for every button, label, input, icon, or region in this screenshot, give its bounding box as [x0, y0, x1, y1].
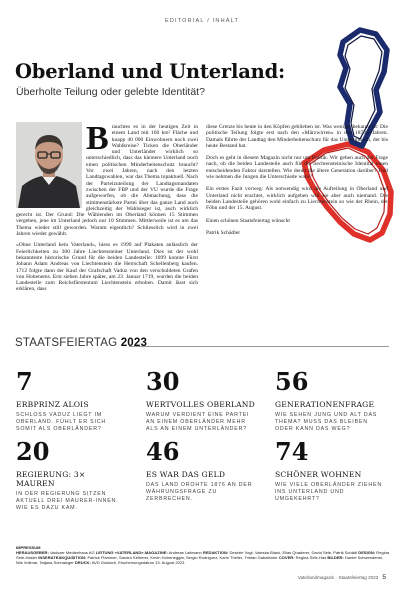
article-paragraph: «Ohne Unterland kein Vaterland», hiess es 1999 auf Plakaten anlässlich der Feierlichkeiten zu 300 Jahre Liechtensteiner Unterland. Dies ist der wohl bekannteste historische Grund für die beiden Landesteile: 1699 konnte Fürst Johann Adam Andreas von Liechtenstein die Herrschaft Schellenberg kaufen. 1712 folgte dann der Kauf der Grafschaft Vaduz von den verschuldeten Grafen von Hohenems. Erst sieben Jahre später, am 23. Januar 1719, wurden die beiden Landesteile zum Reichsfürstentum Liechtenstein erhoben. Damit lässt sich erklären, dass [16, 242, 198, 293]
section-divider [129, 346, 389, 347]
toc-teaser: SCHLOSS VADUZ LIEGT IM OBERLAND. FÜHLT ER SICH SOMIT ALS OBERLÄNDER? [16, 412, 107, 432]
toc-teaser: WARUM VERDIENT EINE PARTEI AN EINEM OBERLÄNDER MEHR ALS AN EINEM UNTERLÄNDER? [146, 412, 250, 432]
page-number: 30 [146, 367, 180, 396]
article-paragraph: Doch es geht in diesem Magazin nicht nur um Politik. Wir gehen auch der Frage nach, ob die beiden Landesteile auch für die liechtensteinische Identität einen entscheidenden Faktor darstellen. Wie denkt die ältere Generation darüber? Und wie nehmen die Jungen die Unterschiede wahr? [206, 155, 388, 181]
page-subtitle: Überholte Teilung oder gelebte Identität? [16, 86, 205, 98]
toc-item[interactable] [16, 367, 126, 433]
toc-headline: ES WAR DAS GELD [146, 470, 226, 479]
impressum: IMPRESSUM HERAUSGEBER: Vaduzer Medienhaus AG LEITUNG «VATERLAND»-MAGAZINE: Andreas Lattmann REDAKTION: Desirée Vogt, Valeska Blank, Elias Quaderer, David Sele, Patrik Schädl DESIGN: Regina Sele-Hasler INSERATEAKQUISITION: Patrick Flammer, Sandro Kelberer, Kevin Hoheneggar, Sergio Rodriguez, Karin Theiler, Tristan Gabathuler COVER: Regina Sele-Has BILDER: Daniel Schwendener, Nils Vollmar, Tatjana Schnalzger DRUCK: AVD Goldach, Erscheinungsdatum 13. August 2023 [16, 545, 390, 566]
page-number: 20 [16, 437, 50, 466]
toc-headline: WERTVOLLES OBERLAND [146, 400, 255, 409]
toc-item[interactable] [275, 437, 385, 503]
closing-greeting: Einen schönen Staatsfeiertag wünscht [206, 217, 290, 224]
toc-headline: ERBPRINZ ALOIS [16, 400, 89, 409]
page-number: 7 [16, 367, 33, 396]
toc-teaser: WIE SEHEN JUNG UND ALT DAS THEMA? MUSS DAS BLEIBEN ODER KANN DAS WEG? [275, 412, 378, 432]
toc-item[interactable] [275, 367, 385, 433]
toc-teaser: IN DER REGIERUNG SITZEN AKTUELL DREI MAURER-INNEN. WIE ES DAZU KAM. [16, 491, 119, 511]
page-number: 56 [275, 367, 309, 396]
page-footer [298, 574, 386, 581]
drop-cap: B [86, 120, 109, 157]
page-title: Oberland und Unterland: [15, 60, 286, 83]
footer-page-number: 5 [382, 574, 386, 581]
toc-item[interactable] [146, 437, 256, 503]
article-column-1 [16, 120, 198, 293]
toc-headline: REGIERUNG: 3× MAUREN [16, 470, 86, 488]
footer-brand: Vaterlandmagazin · Staatsfeiertag 2023 [297, 575, 379, 580]
page-number: 46 [146, 437, 180, 466]
impressum-title: IMPRESSUM [16, 545, 41, 550]
article-paragraph: diese Grenze bis heute in den Köpfen geblieben ist. Was weniger bekannt ist: Die politische Teilung folgte erst nach den «Märzwirren» in den 1870er-Jahren. Damals führte der Landtag den Minderheitenschutz für das Unterland ein, der bis heute Bestand hat. [206, 124, 388, 149]
kicker: EDITORIAL / INHALT [164, 18, 240, 24]
page-number: 74 [275, 437, 309, 466]
article-paragraph: Ein erstes Fazit vorweg: Als notwendig wird die Aufteilung in Oberland und Unterland nicht erachtet, wirklich aufgeben will sie aber auch niemand. Die beiden Landesteile gehören wohl einfach zu Liechtenstein so wie der Rhein, der Föhn und der 15. August. [206, 186, 388, 212]
toc-headline: GENERATIONENFRAGE [275, 400, 375, 409]
toc-item[interactable] [16, 437, 126, 512]
article-paragraph: Brauchtes es in der heutigen Zeit in einem Land mit 160 km² Fläche und knapp 40 000 Einwohnern noch zwei Wahlkreise? Ticken die Oberländer und Unterländer wirklich so unterschiedlich, dass das kleinere Unterland noch einen politischen Minderheitenschutz braucht? Vor zwei Jahren, nach den letzten Landtagswahlen, war das Thema topaktuell. Nach der Parteizuteilung der Landtagsmandaten zwischen der FBP und der VU wurde die Frage aufgeworfen, ob die Abmachung, dass die stimmenstärkste Partei über das ganze Land auch gleichzeitig der Wahlsieger ist, auch wirklich gerecht ist. Der Grund: Die Wählenden im Oberland können 15 Stimmen vergeben, jene im Unterland jedoch nur 10 Stimmen. Mittlerweile ist es um das Thema wieder still geworden. Warum eigentlich? Schliesslich wird in zwei Jahren wieder gewählt. [16, 120, 198, 238]
author-signature: Patrik Schädler [206, 229, 241, 236]
article-column-2 [206, 124, 388, 236]
toc-item[interactable] [146, 367, 256, 433]
toc-teaser: WIE VIELE OBERLÄNDER ZIEHEN INS UNTERLAND UND UMGEKEHRT? [275, 482, 382, 502]
section-heading: STAATSFEIERTAG 2023 [15, 337, 148, 349]
toc-headline: SCHÖNER WOHNEN [275, 470, 362, 479]
toc-teaser: DAS LAND DROHTE 1876 AN DER WÄHRUNGSFRAGE ZU ZERBRECHEN. [146, 482, 253, 502]
